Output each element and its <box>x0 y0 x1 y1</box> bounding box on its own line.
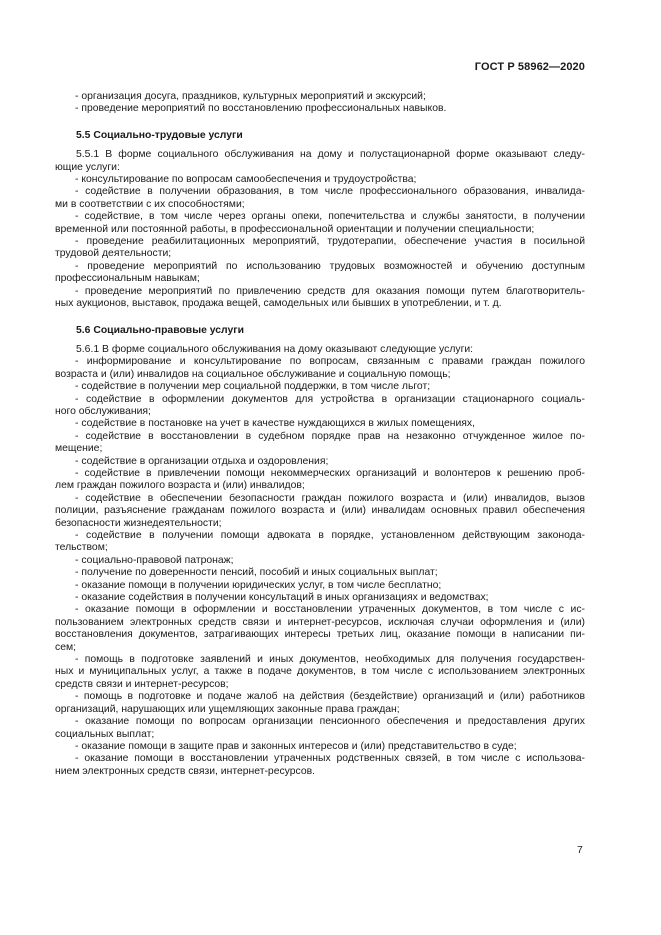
list-item: - организация досуга, праздников, культурных мероприятий и экскурсий; <box>75 91 426 102</box>
list-item: - проведение мероприятий по восстановлению профессиональных навыков. <box>75 103 447 115</box>
list-item: - оказание содействия в получении консультаций в иных организациях и ведомствах; <box>75 592 489 604</box>
text-line: восстановления документов, затрагивающих интересы третьих лиц, оказание помощи в написании пи- <box>55 629 585 641</box>
document-body <box>55 91 585 778</box>
text-line: полиции, разъяснение гражданам пожилого возраста и (или) инвалидам основных правил обеспечения <box>55 505 585 517</box>
text-line: возраста и (или) инвалидов на социальное обслуживание и социальную помощь; <box>55 368 451 380</box>
text-line: лем граждан пожилого возраста и (или) инвалидов; <box>55 480 305 492</box>
text-line: ющие услуги: <box>55 161 120 173</box>
list-item: - помощь в подготовке заявлений и иных документов, необходимых для получения государствен- <box>75 654 585 666</box>
text-line: ных аукционов, выставок, продажа вещей, самодельных или бывших в употреблении, и т. д. <box>55 298 502 310</box>
list-item: - оказание помощи в получении юридических услуг, в том числе бесплатно; <box>75 579 442 591</box>
list-item: - информирование и консультирование по вопросам, связанным с правами граждан пожилого <box>75 356 585 368</box>
text-line: ных и муниципальных услуг, а также в подаче документов, в том числе с использованием электронных <box>55 666 585 678</box>
text-line: профессиональным навыкам; <box>55 273 200 285</box>
list-item: - содействие в обеспечении безопасности граждан пожилого возраста и (или) инвалидов, вызов <box>75 492 585 504</box>
text-line: ного обслуживания; <box>55 405 151 417</box>
list-item: - консультирование по вопросам самообеспечения и трудоустройства; <box>75 174 417 186</box>
list-item: - проведение мероприятий по привлечению средств для оказания помощи путем благотворитель- <box>75 285 585 297</box>
list-item: - социально-правовой патронаж; <box>75 554 234 566</box>
text-line: пользованием электронных средств связи и интернет-ресурсов, исключая случаи оформления и (или) <box>55 616 585 628</box>
text-line: социальных выплат; <box>55 728 155 740</box>
list-item: - содействие в получении мер социальной поддержки, в том числе льгот; <box>75 381 431 393</box>
list-item: - проведение реабилитационных мероприятий, трудотерапии, обеспечение участия в посильной <box>75 236 585 248</box>
section-5-6-text <box>55 344 585 778</box>
list-item: - содействие в получении образования, в том числе профессионального образования, инвалида- <box>75 186 585 198</box>
list-item: - содействие в получении помощи адвоката в порядке, установленном действующим законода- <box>75 530 585 541</box>
text-line: тельством; <box>55 542 108 554</box>
list-item: - оказание помощи в защите прав и законных интересов и (или) представительство в суде; <box>75 740 517 752</box>
section-title-5-6: 5.6 Социально-правовые услуги <box>76 324 244 336</box>
text-line: нием электронных средств связи, интернет-ресурсов. <box>55 765 316 777</box>
text-line: ми в соответствии с их способностями; <box>55 198 245 210</box>
list-item: - получение по доверенности пенсий, пособий и иных социальных выплат; <box>75 567 438 579</box>
list-item: - содействие, в том числе через органы опеки, попечительства и службы занятости, в получении <box>75 211 585 223</box>
list-item: - оказание помощи по вопросам организации пенсионного обеспечения и предоставления других <box>75 716 585 728</box>
text-line: средств связи и интернет-ресурсов; <box>55 678 229 690</box>
clause-intro: 5.6.1 В форме социального обслуживания на дому оказывают следующие услуги: <box>76 343 474 355</box>
list-item: - помощь в подготовке и подаче жалоб на действия (бездействие) организаций и (или) работников <box>75 691 585 703</box>
list-item: - содействие в постановке на учет в качестве нуждающихся в жилых помещениях, <box>75 418 475 430</box>
list-item: - содействие в организации отдыха и оздоровления; <box>75 455 329 467</box>
list-item: - содействие в восстановлении в судебном порядке прав на незаконно отчужденное жилое по- <box>75 430 585 442</box>
list-item: - проведение мероприятий по использованию трудовых возможностей и обучению доступным <box>75 260 585 272</box>
text-line: сем; <box>55 641 77 653</box>
document-header: ГОСТ Р 58962—2020 <box>474 61 585 73</box>
text-line: временной или постоянной работы, в профессиональной ориентации и получении специальности; <box>55 223 535 235</box>
text-line: безопасности жизнедеятельности; <box>55 517 222 529</box>
section-5-5-text <box>55 149 585 310</box>
page-number: 7 <box>577 845 583 856</box>
list-item: - оказание помощи в оформлении и восстановлении утраченных документов, в том числе с ис- <box>75 604 585 616</box>
section-title-5-5: 5.5 Социально-трудовые услуги <box>76 129 243 141</box>
list-item: - содействие в оформлении документов для устройства в организации стационарного социаль- <box>75 393 585 405</box>
list-item: - содействие в привлечении помощи некоммерческих организаций и волонтеров к решению проб- <box>75 467 585 479</box>
list-item: - оказание помощи в восстановлении утраченных родственных связей, в том числе с использова- <box>75 753 585 765</box>
text-line: трудовой деятельности; <box>55 248 172 260</box>
text-line: организаций, нарушающих или ущемляющих законные права граждан; <box>55 703 400 715</box>
text-line: мещение; <box>55 443 103 455</box>
clause-intro: 5.5.1 В форме социального обслуживания на дому и полустационарной форме оказывают следу- <box>76 149 585 161</box>
